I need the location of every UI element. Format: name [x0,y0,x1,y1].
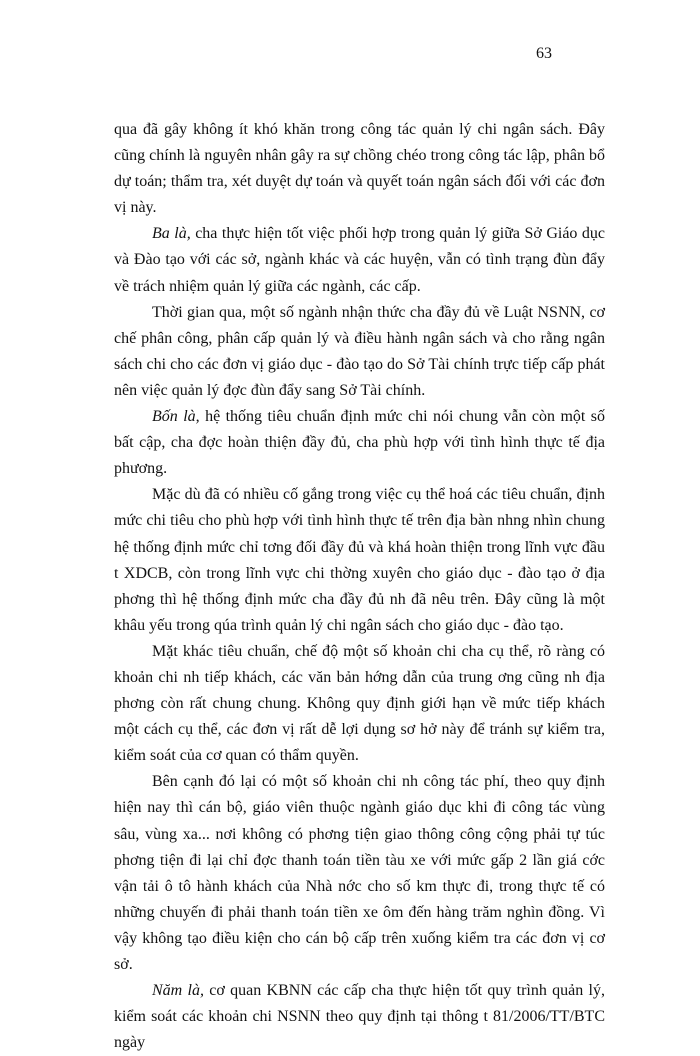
paragraph-ben-canh [114,769,605,978]
page-number: 63 [536,45,552,62]
paragraph-text: Bên cạnh đó lại có một số khoản chi nh công tác phí, theo quy định hiện nay thì cán bộ, giáo viên thuộc ngành giáo dục khi đi công tác vùng sâu, vùng xa... nơi không có phơng tiện giao thông công cộng phải tự túc phơng tiện đi lại chỉ đợc thanh toán tiền tàu xe với mức gấp 2 lần giá cớc vận tải ô tô hành khách của Nhà nớc cho số km thực đi, trong thực tế có những chuyến đi phải thanh toán tiền xe ôm đến hàng trăm nghìn đồng. Vì vậy không tạo điều kiện cho cán bộ cấp trên xuống kiểm tra các đơn vị cơ sở. [114,773,605,973]
paragraph-text: cơ quan KBNN các cấp cha thực hiện tốt quy trình quản lý, kiểm soát các khoản chi NSNN theo quy định tại thông t 81/2006/TT/BTC ngày [114,982,606,1052]
document-body [114,117,605,1056]
paragraph-text: hệ thống tiêu chuẩn định mức chi nói chung vẫn còn một số bất cập, cha đợc hoàn thiện đầy đủ, cha phù hợp với tình hình thực tế địa phương. [114,408,606,478]
paragraph-text: Mặc dù đã có nhiều cố gắng trong việc cụ thể hoá các tiêu chuẩn, định mức chi tiêu cho phù hợp với tình hình thực tế trên địa bàn nhng nhìn chung hệ thống định mức chỉ tơng đối đầy đủ và khá hoàn thiện trong lĩnh vực đầu t XDCB, còn trong lĩnh vực chi thờng xuyên cho giáo dục - đào tạo ở địa phơng thì hệ thống định mức cha đầy đủ nh đã nêu trên. Đây cũng là một khâu yếu trong qúa trình quản lý chi ngân sách cho giáo dục - đào tạo. [114,486,605,634]
paragraph-mac-du [114,482,605,639]
paragraph-lead: Ba là, [152,225,191,243]
paragraph-text: cha thực hiện tốt việc phối hợp trong quản lý giữa Sở Giáo dục và Đào tạo với các sở, ngành khác và các huyện, vẫn có tình trạng đùn đẩy về trách nhiệm quản lý giữa các ngành, các cấp. [114,225,605,295]
paragraph-lead: Bốn là, [152,408,200,426]
paragraph-thoi-gian-qua [114,300,605,404]
paragraph-bon-la [114,404,605,482]
paragraph-lead: Năm là, [152,982,204,1000]
paragraph-ba-la [114,221,605,299]
paragraph-text: Thời gian qua, một số ngành nhận thức cha đầy đủ về Luật NSNN, cơ chế phân công, phân cấp quản lý và điều hành ngân sách và cho rằng ngân sách chi cho các đơn vị giáo dục - đào tạo do Sở Tài chính trực tiếp cấp phát nên việc quản lý đợc đùn đẩy sang Sở Tài chính. [114,303,605,399]
paragraph-text: qua đã gây không ít khó khăn trong công tác quản lý chi ngân sách. Đây cũng chính là nguyên nhân gây ra sự chồng chéo trong công tác lập, phân bổ dự toán; thẩm tra, xét duyệt dự toán và quyết toán ngân sách đối với các đơn vị này. [114,121,605,217]
paragraph-mat-khac [114,639,605,769]
paragraph-nam-la [114,978,605,1056]
paragraph-continuation [114,117,605,221]
paragraph-text: Mặt khác tiêu chuẩn, chế độ một số khoản chi cha cụ thể, rõ ràng có khoản chi nh tiếp khách, các văn bản hớng dẫn của trung ơng cũng nh địa phơng còn rất chung chung. Không quy định giới hạn về mức tiếp khách một cách cụ thể, các đơn vị rất dễ lợi dụng sơ hở này để tránh sự kiểm tra, kiểm soát của cơ quan có thẩm quyền. [114,642,605,765]
